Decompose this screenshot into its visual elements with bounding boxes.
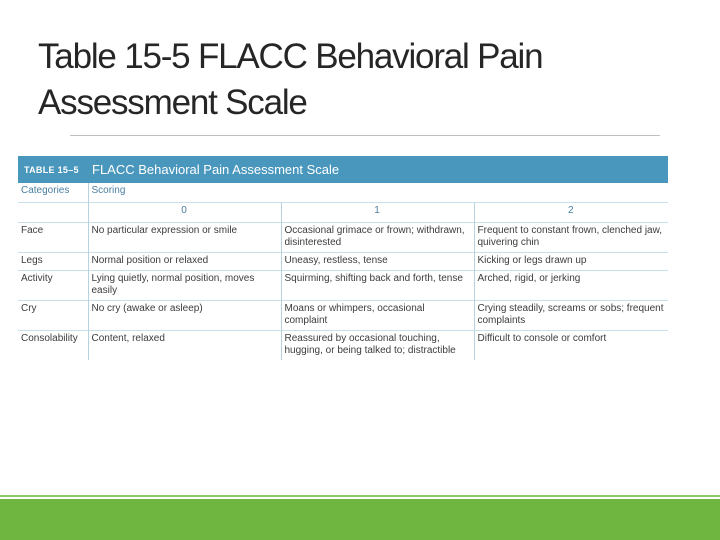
table-caption-bar bbox=[18, 156, 668, 183]
table-row bbox=[18, 301, 668, 331]
score-2: 2 bbox=[474, 203, 668, 223]
row-score-2: Arched, rigid, or jerking bbox=[474, 271, 668, 301]
row-score-1: Reassured by occasional touching, hugging, or being talked to; distractible bbox=[281, 331, 474, 361]
row-score-0: No particular expression or smile bbox=[88, 223, 281, 253]
score-row-blank bbox=[18, 203, 88, 223]
row-score-2: Crying steadily, screams or sobs; frequent complaints bbox=[474, 301, 668, 331]
row-score-2: Kicking or legs drawn up bbox=[474, 253, 668, 271]
row-score-0: Content, relaxed bbox=[88, 331, 281, 361]
score-1: 1 bbox=[281, 203, 474, 223]
row-score-0: No cry (awake or asleep) bbox=[88, 301, 281, 331]
categories-header: Categories bbox=[21, 185, 70, 196]
table-row bbox=[18, 331, 668, 361]
table-number: TABLE 15–5 bbox=[24, 164, 79, 175]
row-category: Legs bbox=[18, 253, 88, 271]
row-category: Face bbox=[18, 223, 88, 253]
row-score-0: Lying quietly, normal position, moves easily bbox=[88, 271, 281, 301]
table-row bbox=[18, 223, 668, 253]
score-0: 0 bbox=[88, 203, 281, 223]
table-header-row bbox=[18, 183, 668, 203]
slide-title-line-1: Table 15-5 FLACC Behavioral Pain bbox=[38, 37, 543, 76]
row-category: Activity bbox=[18, 271, 88, 301]
row-category: Consolability bbox=[18, 331, 88, 361]
table-row bbox=[18, 253, 668, 271]
row-score-1: Uneasy, restless, tense bbox=[281, 253, 474, 271]
row-score-0: Normal position or relaxed bbox=[88, 253, 281, 271]
slide-title bbox=[38, 34, 698, 126]
slide-title-line-2: Assessment Scale bbox=[38, 83, 307, 122]
row-score-2: Difficult to console or comfort bbox=[474, 331, 668, 361]
row-score-1: Moans or whimpers, occasional complaint bbox=[281, 301, 474, 331]
scoring-header: Scoring bbox=[88, 183, 668, 203]
title-divider bbox=[70, 135, 660, 136]
row-score-1: Occasional grimace or frown; withdrawn, disinterested bbox=[281, 223, 474, 253]
row-category: Cry bbox=[18, 301, 88, 331]
flacc-table-figure bbox=[18, 156, 668, 360]
table-caption: FLACC Behavioral Pain Assessment Scale bbox=[92, 162, 340, 177]
row-score-1: Squirming, shifting back and forth, tense bbox=[281, 271, 474, 301]
footer-accent-line bbox=[0, 495, 720, 497]
flacc-table bbox=[18, 183, 668, 360]
row-score-2: Frequent to constant frown, clenched jaw, quivering chin bbox=[474, 223, 668, 253]
footer-bar bbox=[0, 499, 720, 540]
table-row bbox=[18, 271, 668, 301]
score-row bbox=[18, 203, 668, 223]
